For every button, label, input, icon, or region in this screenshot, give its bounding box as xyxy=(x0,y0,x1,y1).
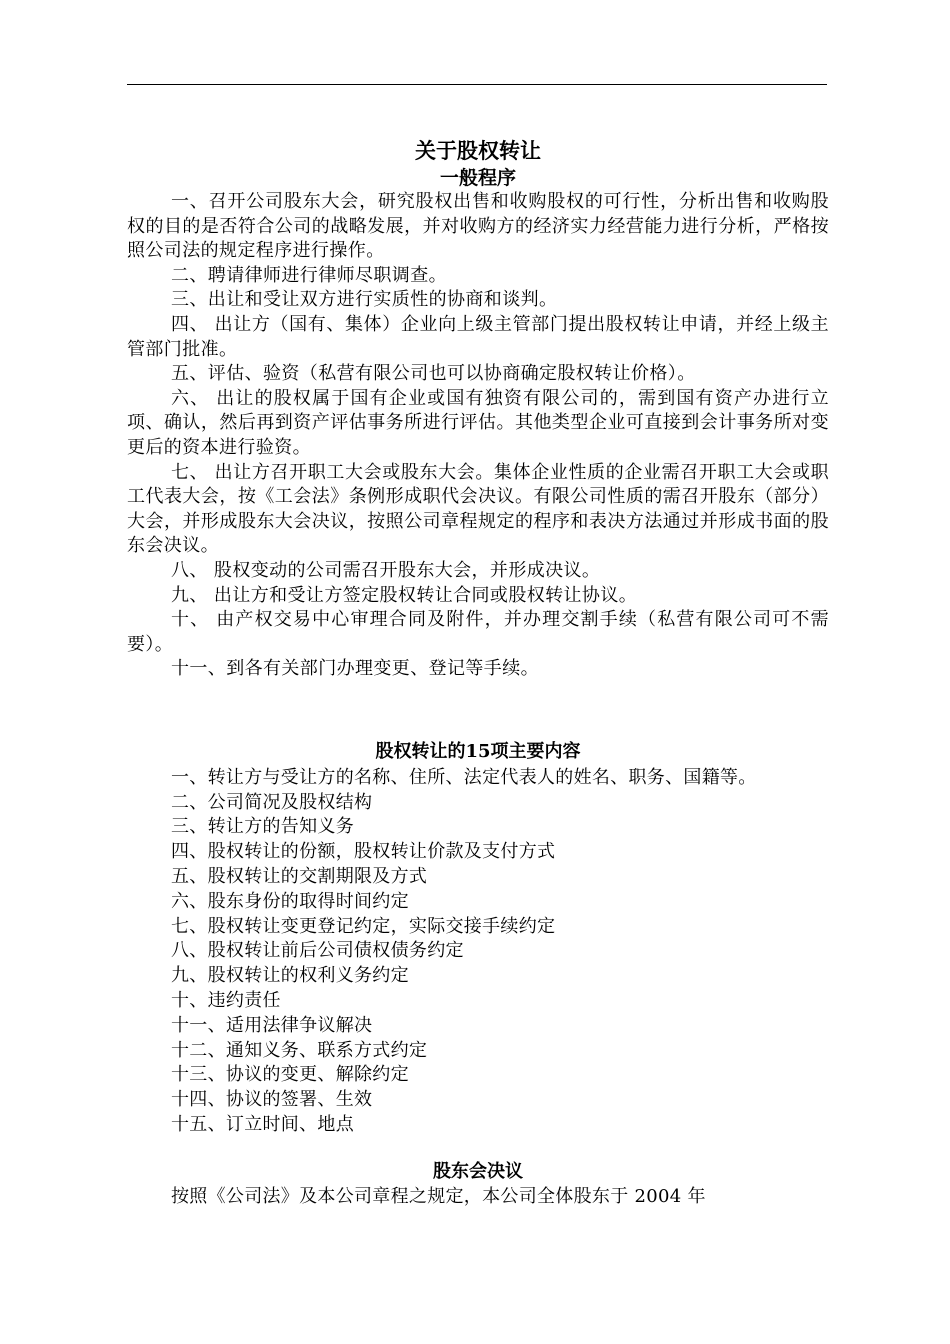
procedure-step: 二、聘请律师进行律师尽职调查。 xyxy=(171,264,447,286)
procedure-step: 七、 出让方召开职工大会或股东大会。集体企业性质的企业需召开职工大会或职工代表大会，按《工会法》条例形成职代会决议。有限公司性质的需召开股东（部分）大会，并形成股东大会决议，按照公司章程规定的程序和表决方法通过并形成书面的股东会决议。 xyxy=(127,461,829,557)
contents-list xyxy=(127,766,829,1138)
contents-item: 一、转让方与受让方的名称、住所、法定代表人的姓名、职务、国籍等。 xyxy=(171,766,757,788)
procedure-step: 八、 股权变动的公司需召开股东大会，并形成决议。 xyxy=(171,559,601,581)
procedure-step: 一、召开公司股东大会，研究股权出售和收购股权的可行性，分析出售和收购股权的目的是否符合公司的战略发展，并对收购方的经济实力经营能力进行分析，严格按照公司法的规定程序进行操作。 xyxy=(127,191,829,262)
procedure-step: 十、 由产权交易中心审理合同及附件，并办理交割手续（私营有限公司可不需要）。 xyxy=(127,609,829,655)
contents-item: 十、违约责任 xyxy=(171,990,281,1012)
contents-item: 十四、协议的签署、生效 xyxy=(171,1089,373,1111)
contents-item: 二、公司简况及股权结构 xyxy=(171,791,373,813)
procedure-step: 六、 出让的股权属于国有企业或国有独资有限公司的，需到国有资产办进行立项、确认，然后再到资产评估事务所进行评估。其他类型企业可直接到会计事务所对变更后的资本进行验资。 xyxy=(127,387,829,458)
procedure-step: 四、 出让方（国有、集体）企业向上级主管部门提出股权转让申请，并经上级主管部门批准。 xyxy=(127,313,829,360)
resolution-paragraph: 按照《公司法》及本公司章程之规定，本公司全体股东于 2004 年 xyxy=(171,1185,706,1207)
contents-item: 十三、协议的变更、解除约定 xyxy=(171,1064,409,1086)
contents-heading: 股权转让的15项主要内容 xyxy=(375,740,581,762)
contents-item: 八、股权转让前后公司债权债务约定 xyxy=(171,940,464,962)
header-rule xyxy=(127,84,827,85)
procedure-step: 三、出让和受让双方进行实质性的协商和谈判。 xyxy=(171,289,558,311)
resolution-heading: 股东会决议 xyxy=(433,1160,523,1182)
contents-item: 四、股权转让的份额，股权转让价款及支付方式 xyxy=(171,841,556,863)
contents-item: 三、转让方的告知义务 xyxy=(171,816,354,838)
contents-item: 七、股权转让变更登记约定，实际交接手续约定 xyxy=(171,915,556,937)
document-body xyxy=(127,136,829,1210)
document-title: 关于股权转让 xyxy=(415,139,541,163)
contents-item: 六、股东身份的取得时间约定 xyxy=(171,890,409,912)
procedure-step: 十一、到各有关部门办理变更、登记等手续。 xyxy=(171,658,539,680)
contents-item: 五、股权转让的交割期限及方式 xyxy=(171,866,428,888)
contents-item: 十二、通知义务、联系方式约定 xyxy=(171,1039,428,1061)
contents-item: 十一、适用法律争议解决 xyxy=(171,1014,373,1036)
procedure-heading: 一般程序 xyxy=(439,167,516,189)
procedure-step: 五、评估、验资（私营有限公司也可以协商确定股权转让价格）。 xyxy=(171,363,696,385)
contents-item: 九、股权转让的权利义务约定 xyxy=(171,965,409,987)
procedure-step: 九、 出让方和受让方签定股权转让合同或股权转让协议。 xyxy=(171,584,638,606)
procedure-list xyxy=(127,190,829,682)
contents-item: 十五、订立时间、地点 xyxy=(171,1114,354,1136)
